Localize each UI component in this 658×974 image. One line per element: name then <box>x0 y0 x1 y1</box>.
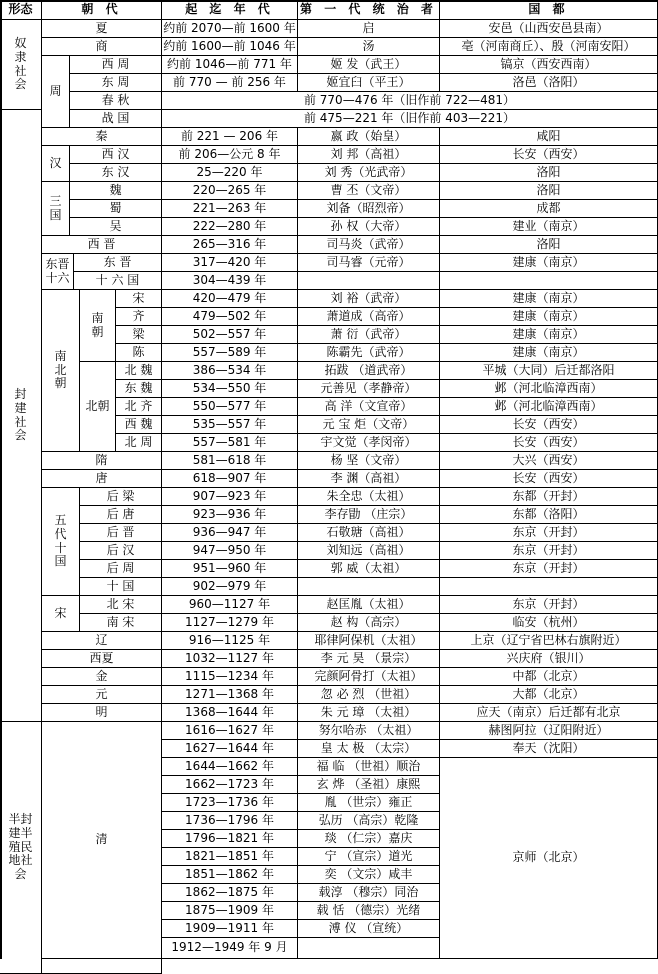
ruler-cell: 溥 仪 （宣统） <box>298 920 440 938</box>
dynasty-name: 金 <box>42 668 162 686</box>
ruler-cell <box>298 938 440 959</box>
period-cell: 304—439 年 <box>162 272 298 290</box>
form-slave: 奴隶社会 <box>0 20 42 110</box>
group-han: 汉 <box>42 146 70 182</box>
group-dongjin: 东晋十六 <box>42 254 74 290</box>
ruler-cell: 刘知远（高祖） <box>298 542 440 560</box>
group-zhou: 周 <box>42 56 70 128</box>
capital-cell: 洛阳 <box>440 164 658 182</box>
dynasty-name: 西夏 <box>42 650 162 668</box>
dynasty-name: 东 晋 <box>74 254 162 272</box>
ruler-cell: 姬 发（武王） <box>298 56 440 74</box>
header-capital: 国 都 <box>440 0 658 20</box>
dynasty-name: 辽 <box>42 632 162 650</box>
group-nanchao: 南朝 <box>80 290 116 362</box>
capital-cell: 东京（开封） <box>440 560 658 578</box>
capital-cell: 成都 <box>440 200 658 218</box>
period-cell: 1723—1736 年 <box>162 794 298 812</box>
capital-cell: 亳（河南商丘）、殷（河南安阳） <box>440 38 658 56</box>
capital-cell <box>440 578 658 596</box>
period-cell: 317—420 年 <box>162 254 298 272</box>
dynasty-name: 北 齐 <box>116 398 162 416</box>
capital-cell: 建康（南京） <box>440 326 658 344</box>
capital-cell: 邺（河北临漳西南） <box>440 398 658 416</box>
dynasty-name: 南 宋 <box>80 614 162 632</box>
form-semi: 半封建半殖民地社会 <box>0 722 42 974</box>
capital-cell: 安邑（山西安邑县南） <box>440 20 658 38</box>
group-song: 宋 <box>42 596 80 632</box>
period-cell: 947—950 年 <box>162 542 298 560</box>
period-cell: 907—923 年 <box>162 488 298 506</box>
ruler-cell: 郭 威（太祖） <box>298 560 440 578</box>
period-cell: 1127—1279 年 <box>162 614 298 632</box>
ruler-cell: 萧道成（高帝） <box>298 308 440 326</box>
period-cell: 936—947 年 <box>162 524 298 542</box>
capital-cell: 长安（西安） <box>440 434 658 452</box>
ruler-cell: 启 <box>298 20 440 38</box>
period-cell: 550—577 年 <box>162 398 298 416</box>
ruler-cell: 刘备（昭烈帝） <box>298 200 440 218</box>
period-cell: 923—936 年 <box>162 506 298 524</box>
ruler-cell: 宁 （宣宗）道光 <box>298 848 440 866</box>
dynasty-name: 后 唐 <box>80 506 162 524</box>
period-cell: 557—589 年 <box>162 344 298 362</box>
capital-cell: 长安（西安） <box>440 416 658 434</box>
period-cell: 581—618 年 <box>162 452 298 470</box>
capital-cell: 东京（开封） <box>440 524 658 542</box>
dynasty-name: 北 宋 <box>80 596 162 614</box>
period-cell: 1851—1862 年 <box>162 866 298 884</box>
ruler-cell: 胤 （世宗）雍正 <box>298 794 440 812</box>
period-cell: 220—265 年 <box>162 182 298 200</box>
capital-cell: 上京（辽宁省巴林右旗附近） <box>440 632 658 650</box>
dynasty-name: 后 晋 <box>80 524 162 542</box>
ruler-cell: 杨 坚（文帝） <box>298 452 440 470</box>
period-cell: 1627—1644 年 <box>162 740 298 758</box>
header-form: 形态 <box>0 0 42 20</box>
period-cell: 1909—1911 年 <box>162 920 298 938</box>
ruler-cell: 朱全忠（太祖） <box>298 488 440 506</box>
dynasty-name: 西 晋 <box>42 236 162 254</box>
ruler-cell: 皇 太 极 （太宗） <box>298 740 440 758</box>
capital-cell: 奉天（沈阳） <box>440 740 658 758</box>
dynasty-name: 秦 <box>42 128 162 146</box>
dynasty-name: 战 国 <box>70 110 162 128</box>
dynasty-name: 清 <box>42 722 162 959</box>
ruler-cell: 李 元 昊 （景宗） <box>298 650 440 668</box>
dynasty-name: 北 魏 <box>116 362 162 380</box>
period-cell: 1271—1368 年 <box>162 686 298 704</box>
period-cell: 前 221 — 206 年 <box>162 128 298 146</box>
period-cell: 前 770—476 年（旧作前 722—481） <box>162 92 658 110</box>
header-period: 起 迄 年 代 <box>162 0 298 20</box>
ruler-cell: 福 临 （世祖）顺治 <box>298 758 440 776</box>
period-cell: 前 206—公元 8 年 <box>162 146 298 164</box>
capital-cell: 京师（北京） <box>440 758 658 959</box>
dynasty-name: 唐 <box>42 470 162 488</box>
ruler-cell: 宇文觉（孝闵帝） <box>298 434 440 452</box>
group-sanguo: 三国 <box>42 182 70 236</box>
ruler-cell: 拓跋 （道武帝） <box>298 362 440 380</box>
period-cell: 420—479 年 <box>162 290 298 308</box>
dynasty-name: 隋 <box>42 452 162 470</box>
dynasty-name: 梁 <box>116 326 162 344</box>
dynasty-name: 东 汉 <box>70 164 162 182</box>
period-cell: 约前 1046—前 771 年 <box>162 56 298 74</box>
capital-cell: 兴庆府（银川） <box>440 650 658 668</box>
ruler-cell: 嬴 政（始皇） <box>298 128 440 146</box>
capital-cell: 洛阳 <box>440 182 658 200</box>
dynasty-name: 西 魏 <box>116 416 162 434</box>
capital-cell <box>440 272 658 290</box>
period-cell: 1736—1796 年 <box>162 812 298 830</box>
ruler-cell: 孙 权（大帝） <box>298 218 440 236</box>
period-cell: 960—1127 年 <box>162 596 298 614</box>
ruler-cell: 司马炎（武帝） <box>298 236 440 254</box>
period-cell: 618—907 年 <box>162 470 298 488</box>
ruler-cell: 元 宝 炬（文帝） <box>298 416 440 434</box>
ruler-cell: 李 渊（高祖） <box>298 470 440 488</box>
capital-cell: 洛阳 <box>440 236 658 254</box>
dynasty-name: 北 周 <box>116 434 162 452</box>
period-cell: 1115—1234 年 <box>162 668 298 686</box>
period-cell: 1662—1723 年 <box>162 776 298 794</box>
period-cell: 502—557 年 <box>162 326 298 344</box>
ruler-cell: 忽 必 烈 （世祖） <box>298 686 440 704</box>
dynasty-name: 后 周 <box>80 560 162 578</box>
dynasty-name: 齐 <box>116 308 162 326</box>
period-cell: 222—280 年 <box>162 218 298 236</box>
ruler-cell: 载 恬 （德宗）光绪 <box>298 902 440 920</box>
dynasty-name: 吴 <box>70 218 162 236</box>
dynasty-name: 元 <box>42 686 162 704</box>
group-beichao: 北朝 <box>80 362 116 452</box>
dynasty-name: 西 汉 <box>70 146 162 164</box>
ruler-cell: 完颜阿骨打（太祖） <box>298 668 440 686</box>
capital-cell: 中都（北京） <box>440 668 658 686</box>
dynasty-name: 东 魏 <box>116 380 162 398</box>
period-cell: 约前 1600—前 1046 年 <box>162 38 298 56</box>
capital-cell: 建康（南京） <box>440 290 658 308</box>
dynasty-name: 蜀 <box>70 200 162 218</box>
ruler-cell: 萧 衍（武帝） <box>298 326 440 344</box>
period-cell: 1912—1949 年 9 月 <box>162 938 298 959</box>
group-nanbeichao: 南北朝 <box>42 290 80 452</box>
ruler-cell: 刘 秀（光武帝） <box>298 164 440 182</box>
ruler-cell: 赵匡胤（太祖） <box>298 596 440 614</box>
period-cell: 1616—1627 年 <box>162 722 298 740</box>
ruler-cell: 陈霸先（武帝） <box>298 344 440 362</box>
ruler-cell: 琰 （仁宗）嘉庆 <box>298 830 440 848</box>
ruler-cell: 李存勖 （庄宗） <box>298 506 440 524</box>
ruler-cell: 司马睿（元帝） <box>298 254 440 272</box>
capital-cell: 东都（开封） <box>440 488 658 506</box>
group-wudai: 五代十国 <box>42 488 80 596</box>
ruler-cell: 努尔哈赤 （太祖） <box>298 722 440 740</box>
ruler-cell: 耶律阿保机（太祖） <box>298 632 440 650</box>
period-cell: 25—220 年 <box>162 164 298 182</box>
capital-cell: 临安（杭州） <box>440 614 658 632</box>
period-cell: 约前 2070—前 1600 年 <box>162 20 298 38</box>
ruler-cell: 汤 <box>298 38 440 56</box>
period-cell: 902—979 年 <box>162 578 298 596</box>
dynasty-name: 十 六 国 <box>74 272 162 290</box>
capital-cell: 建康（南京） <box>440 344 658 362</box>
header-ruler: 第 一 代 统 治 者 <box>298 0 440 20</box>
ruler-cell: 高 洋（文宣帝） <box>298 398 440 416</box>
header-dynasty: 朝 代 <box>42 0 162 20</box>
capital-cell: 东都（洛阳） <box>440 506 658 524</box>
capital-cell: 邺（河北临漳西南） <box>440 380 658 398</box>
period-cell: 534—550 年 <box>162 380 298 398</box>
period-cell: 535—557 年 <box>162 416 298 434</box>
capital-cell: 长安（西安） <box>440 146 658 164</box>
period-cell: 557—581 年 <box>162 434 298 452</box>
capital-cell: 镐京（西安西南） <box>440 56 658 74</box>
dynasty-name: 魏 <box>70 182 162 200</box>
ruler-cell: 曹 丕（文帝） <box>298 182 440 200</box>
period-cell: 951—960 年 <box>162 560 298 578</box>
period-cell: 221—263 年 <box>162 200 298 218</box>
period-cell: 前 770 — 前 256 年 <box>162 74 298 92</box>
period-cell: 479—502 年 <box>162 308 298 326</box>
ruler-cell: 载淳 （穆宗）同治 <box>298 884 440 902</box>
ruler-cell: 刘 邦（高祖） <box>298 146 440 164</box>
dynasty-name: 十 国 <box>80 578 162 596</box>
period-cell: 386—534 年 <box>162 362 298 380</box>
dynasty-name: 春 秋 <box>70 92 162 110</box>
capital-cell: 平城（大同）后迁都洛阳 <box>440 362 658 380</box>
ruler-cell: 弘历 （高宗）乾隆 <box>298 812 440 830</box>
dynasty-name: 夏 <box>42 20 162 38</box>
capital-cell: 咸阳 <box>440 128 658 146</box>
dynasty-name: 陈 <box>116 344 162 362</box>
period-cell: 1368—1644 年 <box>162 704 298 722</box>
capital-cell: 东京（开封） <box>440 596 658 614</box>
capital-cell: 赫图阿拉（辽阳附近） <box>440 722 658 740</box>
capital-cell: 大兴（西安） <box>440 452 658 470</box>
form-feudal: 封建社会 <box>0 110 42 722</box>
ruler-cell <box>298 272 440 290</box>
dynasty-name: 西 周 <box>70 56 162 74</box>
dynasty-name: 东 周 <box>70 74 162 92</box>
period-cell: 1821—1851 年 <box>162 848 298 866</box>
capital-cell: 长安（西安） <box>440 470 658 488</box>
ruler-cell <box>298 578 440 596</box>
period-cell: 1644—1662 年 <box>162 758 298 776</box>
ruler-cell: 姬宜臼（平王） <box>298 74 440 92</box>
ruler-cell: 赵 构（高宗） <box>298 614 440 632</box>
period-cell: 1796—1821 年 <box>162 830 298 848</box>
ruler-cell: 朱 元 璋 （太祖） <box>298 704 440 722</box>
capital-cell: 建康（南京） <box>440 254 658 272</box>
ruler-cell: 刘 裕（武帝） <box>298 290 440 308</box>
capital-cell: 应天（南京）后迁都有北京 <box>440 704 658 722</box>
period-cell: 前 475—221 年（旧作前 403—221） <box>162 110 658 128</box>
dynasty-name: 后 汉 <box>80 542 162 560</box>
period-cell: 1875—1909 年 <box>162 902 298 920</box>
ruler-cell: 玄 烨 （圣祖）康熙 <box>298 776 440 794</box>
capital-cell: 东京（开封） <box>440 542 658 560</box>
dynasty-name: 商 <box>42 38 162 56</box>
dynasty-name: 后 梁 <box>80 488 162 506</box>
dynasty-name: 明 <box>42 704 162 722</box>
period-cell: 265—316 年 <box>162 236 298 254</box>
ruler-cell: 石敬瑭（高祖） <box>298 524 440 542</box>
capital-cell: 建业（南京） <box>440 218 658 236</box>
period-cell: 1862—1875 年 <box>162 884 298 902</box>
dynasty-name: 宋 <box>116 290 162 308</box>
capital-cell: 洛邑（洛阳） <box>440 74 658 92</box>
period-cell: 1032—1127 年 <box>162 650 298 668</box>
period-cell: 916—1125 年 <box>162 632 298 650</box>
ruler-cell: 奕 （文宗）咸丰 <box>298 866 440 884</box>
capital-cell: 建康（南京） <box>440 308 658 326</box>
ruler-cell: 元善见（孝静帝） <box>298 380 440 398</box>
capital-cell: 大都（北京） <box>440 686 658 704</box>
